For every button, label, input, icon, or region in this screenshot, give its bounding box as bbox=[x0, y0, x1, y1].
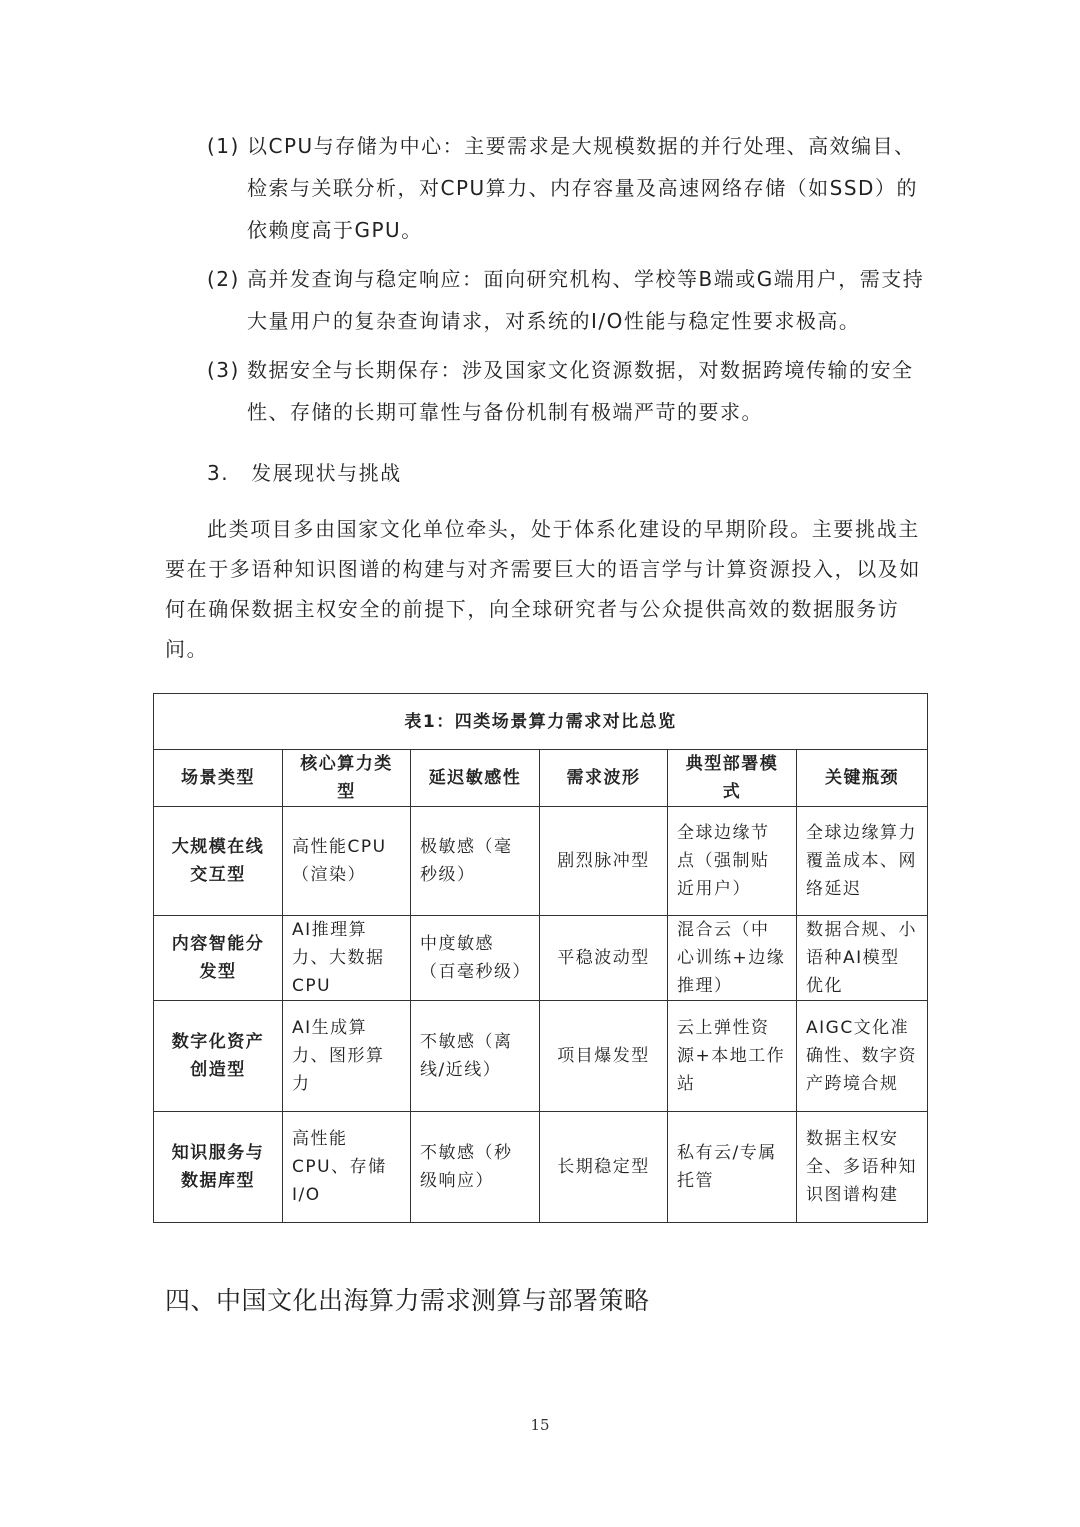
column-header: 核心算力类型 bbox=[283, 750, 411, 807]
table-row bbox=[154, 807, 928, 916]
table-cell: 高性能CPU（渲染） bbox=[283, 807, 411, 916]
subsection-heading bbox=[207, 452, 402, 494]
table-cell: 数字化资产创造型 bbox=[154, 1001, 283, 1112]
column-header: 延迟敏感性 bbox=[411, 750, 540, 807]
table-header-row bbox=[154, 750, 928, 807]
body-paragraph: 此类项目多由国家文化单位牵头，处于体系化建设的早期阶段。主要挑战主要在于多语种知识图谱的构建与对齐需要巨大的语言学与计算资源投入，以及如何在确保数据主权安全的前提下，向全球研究者与公众提供高效的数据服务访问。 bbox=[165, 517, 921, 661]
column-header: 场景类型 bbox=[154, 750, 283, 807]
table-cell: 全球边缘节点（强制贴近用户） bbox=[668, 807, 797, 916]
list-item-number: (2) bbox=[207, 267, 240, 291]
section-title: 四、中国文化出海算力需求测算与部署策略 bbox=[165, 1286, 650, 1315]
column-header: 关键瓶颈 bbox=[797, 750, 928, 807]
table-cell: 知识服务与数据库型 bbox=[154, 1112, 283, 1223]
table-cell: 剧烈脉冲型 bbox=[540, 807, 668, 916]
column-header: 典型部署模式 bbox=[668, 750, 797, 807]
list-item-text: 以CPU与存储为中心：主要需求是大规模数据的并行处理、高效编目、检索与关联分析，对CPU算力、内存容量及高速网络存储（如SSD）的依赖度高于GPU。 bbox=[247, 134, 918, 242]
table-row bbox=[154, 916, 928, 1001]
table-cell: 私有云/专属托管 bbox=[668, 1112, 797, 1223]
list-item bbox=[207, 258, 927, 342]
table-cell: 长期稳定型 bbox=[540, 1112, 668, 1223]
list-item-text: 数据安全与长期保存：涉及国家文化资源数据，对数据跨境传输的安全性、存储的长期可靠性与备份机制有极端严苛的要求。 bbox=[247, 358, 914, 424]
table-row bbox=[154, 1112, 928, 1223]
list-item bbox=[207, 349, 927, 433]
table-cell: AI生成算力、图形算力 bbox=[283, 1001, 411, 1112]
subsection-title: 发展现状与挑战 bbox=[251, 461, 402, 485]
list-item-text: 高并发查询与稳定响应：面向研究机构、学校等B端或G端用户，需支持大量用户的复杂查询请求，对系统的I/O性能与稳定性要求极高。 bbox=[247, 267, 925, 333]
table-cell: 数据合规、小语种AI模型优化 bbox=[797, 916, 928, 1001]
table-cell: 极敏感（毫秒级） bbox=[411, 807, 540, 916]
subsection-number: 3. bbox=[207, 461, 230, 485]
table-cell: 高性能CPU、存储I/O bbox=[283, 1112, 411, 1223]
table-cell: 不敏感（秒级响应） bbox=[411, 1112, 540, 1223]
table-cell: 云上弹性资源+本地工作站 bbox=[668, 1001, 797, 1112]
list-item-number: (3) bbox=[207, 358, 240, 382]
table-cell: 平稳波动型 bbox=[540, 916, 668, 1001]
table-row bbox=[154, 1001, 928, 1112]
table-caption-row bbox=[154, 694, 928, 750]
page-number: 15 bbox=[530, 1416, 550, 1434]
table-cell: 不敏感（离线/近线） bbox=[411, 1001, 540, 1112]
table-caption: 表1：四类场景算力需求对比总览 bbox=[154, 694, 928, 750]
column-header: 需求波形 bbox=[540, 750, 668, 807]
requirements-list bbox=[207, 125, 927, 440]
list-item bbox=[207, 125, 927, 251]
table-cell: 中度敏感（百毫秒级） bbox=[411, 916, 540, 1001]
table-cell: 大规模在线交互型 bbox=[154, 807, 283, 916]
table-cell: 内容智能分发型 bbox=[154, 916, 283, 1001]
table-cell: AIGC文化准确性、数字资产跨境合规 bbox=[797, 1001, 928, 1112]
table-cell: 全球边缘算力覆盖成本、网络延迟 bbox=[797, 807, 928, 916]
table-cell: 项目爆发型 bbox=[540, 1001, 668, 1112]
table-cell: AI推理算力、大数据CPU bbox=[283, 916, 411, 1001]
table-cell: 混合云（中心训练+边缘推理） bbox=[668, 916, 797, 1001]
list-item-number: (1) bbox=[207, 134, 240, 158]
comparison-table bbox=[153, 693, 928, 1223]
table-cell: 数据主权安全、多语种知识图谱构建 bbox=[797, 1112, 928, 1223]
